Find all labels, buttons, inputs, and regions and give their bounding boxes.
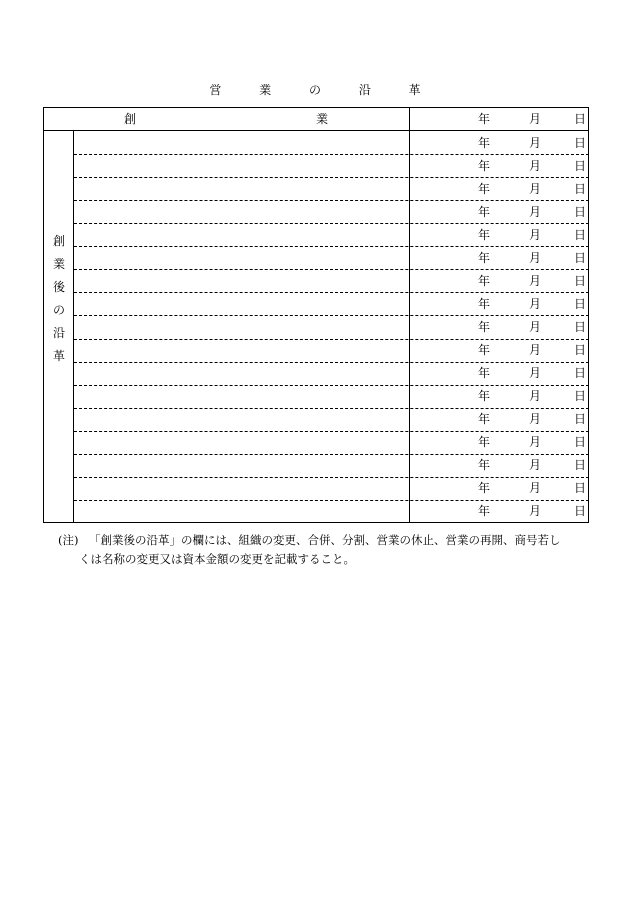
history-date-field[interactable]: [410, 293, 590, 315]
history-date-field[interactable]: [410, 155, 590, 177]
year-label: 年: [478, 250, 491, 265]
day-label: 日: [574, 250, 587, 265]
side-label-char: の: [52, 303, 65, 317]
history-date-field[interactable]: [410, 270, 590, 292]
day-label: 日: [574, 204, 587, 219]
day-label: 日: [574, 273, 587, 288]
year-label: 年: [478, 366, 491, 381]
year-label: 年: [478, 412, 491, 427]
history-date-field[interactable]: [410, 431, 590, 453]
year-label: 年: [478, 389, 491, 404]
title-char: 革: [408, 83, 421, 97]
day-label: 日: [574, 319, 587, 334]
day-label: 日: [574, 343, 587, 358]
month-label: 月: [529, 435, 542, 450]
side-label-char: 革: [52, 349, 65, 363]
year-label: 年: [478, 112, 491, 126]
year-label: 年: [478, 135, 491, 150]
history-row[interactable]: [74, 477, 589, 500]
side-label-char: 業: [52, 257, 65, 271]
day-label: 日: [574, 227, 587, 242]
day-label: 日: [574, 366, 587, 381]
year-label: 年: [478, 343, 491, 358]
month-label: 月: [529, 227, 542, 242]
year-label: 年: [478, 296, 491, 311]
year-label: 年: [478, 319, 491, 334]
history-row[interactable]: [74, 315, 589, 338]
day-label: 日: [574, 458, 587, 473]
day-label: 日: [574, 135, 587, 150]
history-row[interactable]: [74, 154, 589, 177]
founding-row: [44, 108, 588, 131]
history-date-field[interactable]: [410, 178, 590, 200]
side-label-char: 創: [52, 234, 65, 248]
month-label: 月: [529, 412, 542, 427]
history-side-column: [44, 131, 74, 523]
year-label: 年: [478, 227, 491, 242]
history-date-field[interactable]: [410, 385, 590, 407]
history-row[interactable]: [74, 339, 589, 362]
day-label: 日: [574, 296, 587, 311]
month-label: 月: [529, 204, 542, 219]
footnote-line: 「創業後の沿革」の欄には、組織の変更、合併、分割、営業の休止、営業の再開、商号若し: [89, 533, 561, 547]
title-char: 業: [259, 83, 272, 97]
founding-label-char: 業: [316, 112, 329, 126]
founding-label-char: 創: [124, 112, 137, 126]
month-label: 月: [529, 481, 542, 496]
title-char: の: [308, 83, 321, 97]
month-label: 月: [529, 296, 542, 311]
history-row[interactable]: [74, 454, 589, 477]
year-label: 年: [478, 158, 491, 173]
footnote-tag: (注): [58, 533, 79, 547]
title-char: 営: [209, 83, 222, 97]
day-label: 日: [574, 481, 587, 496]
history-date-field[interactable]: [410, 132, 590, 154]
day-label: 日: [574, 504, 587, 519]
day-label: 日: [574, 435, 587, 450]
history-side-label: [44, 235, 74, 373]
history-row[interactable]: [74, 431, 589, 454]
history-row[interactable]: [74, 500, 589, 523]
year-label: 年: [478, 181, 491, 196]
history-date-field[interactable]: [410, 316, 590, 338]
day-label: 日: [574, 412, 587, 427]
founding-date-field[interactable]: [410, 108, 590, 130]
history-row[interactable]: [74, 246, 589, 269]
history-date-field[interactable]: [410, 500, 590, 522]
history-date-field[interactable]: [410, 224, 590, 246]
history-row[interactable]: [74, 362, 589, 385]
day-label: 日: [574, 181, 587, 196]
month-label: 月: [529, 135, 542, 150]
history-row[interactable]: [74, 408, 589, 431]
history-row[interactable]: [74, 292, 589, 315]
title-char: 沿: [358, 83, 371, 97]
side-label-char: 後: [52, 280, 65, 294]
side-label-char: 沿: [52, 326, 65, 340]
history-row[interactable]: [74, 177, 589, 200]
day-label: 日: [574, 112, 587, 126]
history-date-field[interactable]: [410, 477, 590, 499]
history-row[interactable]: [74, 131, 589, 154]
history-row[interactable]: [74, 269, 589, 292]
history-form-table: [43, 107, 589, 523]
history-date-field[interactable]: [410, 454, 590, 476]
history-date-field[interactable]: [410, 247, 590, 269]
history-date-field[interactable]: [410, 408, 590, 430]
history-date-field[interactable]: [410, 362, 590, 384]
year-label: 年: [478, 458, 491, 473]
column-divider: [409, 108, 410, 522]
month-label: 月: [529, 181, 542, 196]
history-row[interactable]: [74, 385, 589, 408]
year-label: 年: [478, 504, 491, 519]
footnote-line: くは名称の変更又は資本金額の変更を記載すること。: [79, 552, 355, 566]
history-row[interactable]: [74, 200, 589, 223]
month-label: 月: [529, 158, 542, 173]
year-label: 年: [478, 204, 491, 219]
month-label: 月: [529, 343, 542, 358]
history-date-field[interactable]: [410, 339, 590, 361]
page-title: [0, 81, 630, 98]
month-label: 月: [529, 504, 542, 519]
day-label: 日: [574, 158, 587, 173]
year-label: 年: [478, 435, 491, 450]
month-label: 月: [529, 389, 542, 404]
day-label: 日: [574, 389, 587, 404]
history-date-field[interactable]: [410, 201, 590, 223]
month-label: 月: [529, 250, 542, 265]
year-label: 年: [478, 273, 491, 288]
month-label: 月: [529, 319, 542, 334]
year-label: 年: [478, 481, 491, 496]
founding-label: [44, 108, 409, 130]
history-row[interactable]: [74, 223, 589, 246]
month-label: 月: [529, 273, 542, 288]
month-label: 月: [529, 458, 542, 473]
month-label: 月: [529, 366, 542, 381]
month-label: 月: [529, 112, 542, 126]
history-rows: [74, 131, 589, 523]
